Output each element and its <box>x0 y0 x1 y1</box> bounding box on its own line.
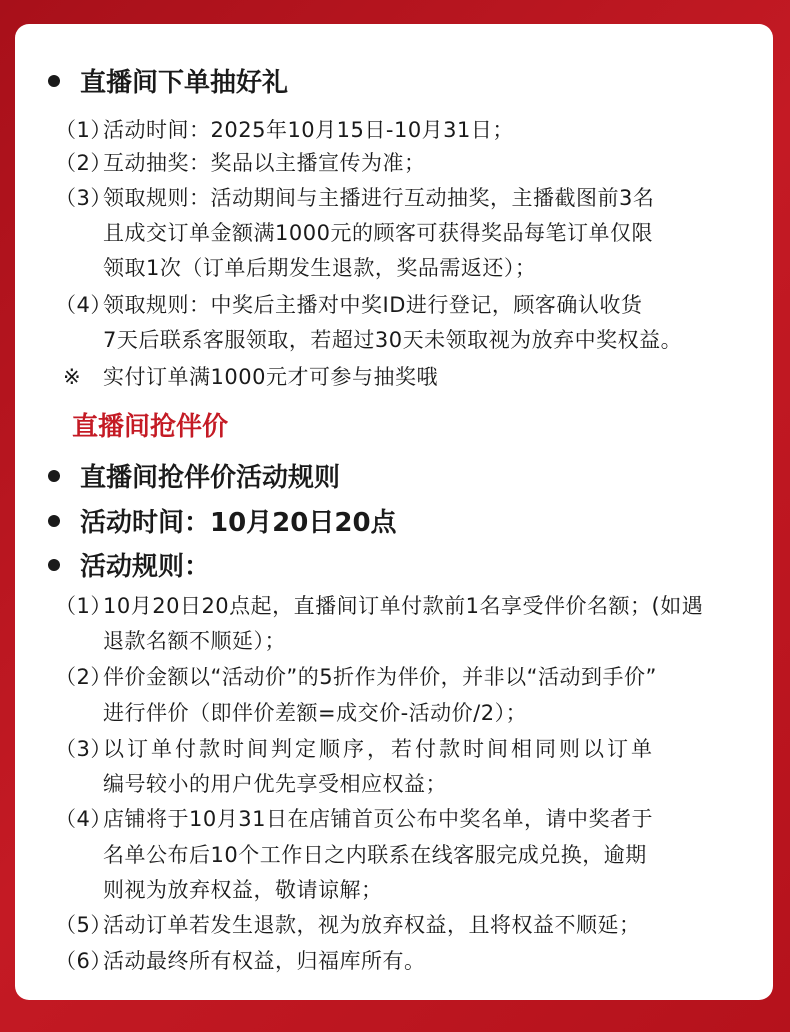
s1-item-4-line2: 7天后联系客服领取，若超过30天未领取视为放弃中奖权益。 <box>103 328 683 352</box>
rules-card <box>15 24 773 1000</box>
s2-item-2-line2: 进行伴价（即伴价差额=成交价-活动价/2）； <box>103 701 528 725</box>
s2-item-1: （1）10月20日20点起，直播间订单付款前1名享受伴价名额；(如遇 <box>55 594 704 618</box>
s2-item-1-line2: 退款名额不顺延）； <box>103 629 286 653</box>
s1-item-4: （4）领取规则：中奖后主播对中奖ID进行登记，顾客确认收货 <box>55 293 643 317</box>
section2-title: 直播间抢伴价 <box>72 412 229 442</box>
s2-item-2: （2）伴价金额以“活动价”的5折作为伴价，并非以“活动到手价” <box>55 665 657 689</box>
s2-bullet-1: 直播间抢伴价活动规则 <box>48 457 340 494</box>
bullet-dot-icon <box>48 559 60 571</box>
s1-note: ※ 实付订单满1000元才可参与抽奖哦 <box>63 365 438 389</box>
bullet-dot-icon <box>48 515 60 527</box>
s2-item-3-line2: 编号较小的用户优先享受相应权益； <box>103 772 447 796</box>
bullet-dot-icon <box>48 470 60 482</box>
s2-item-4-line3: 则视为放弃权益，敬请谅解； <box>103 878 383 902</box>
s1-item-3-line2: 且成交订单金额满1000元的顾客可获得奖品每笔订单仅限 <box>103 221 653 245</box>
section1-heading: 直播间下单抽好礼 <box>48 62 288 99</box>
s1-item-3-line3: 领取1次（订单后期发生退款，奖品需返还）； <box>103 256 537 280</box>
s2-item-3: （3）以订单付款时间判定顺序，若付款时间相同则以订单 <box>55 737 655 761</box>
s2-item-4-line2: 名单公布后10个工作日之内联系在线客服完成兑换，逾期 <box>103 843 647 867</box>
s2-bullet-3: 活动规则： <box>48 546 210 583</box>
s1-item-2: （2）互动抽奖：奖品以主播宣传为准； <box>55 151 426 175</box>
bullet-dot-icon <box>48 75 60 87</box>
s2-item-6: （6）活动最终所有权益，归福库所有。 <box>55 949 426 973</box>
s2-bullet-2: 活动时间：10月20日20点 <box>48 502 397 539</box>
s2-item-5: （5）活动订单若发生退款，视为放弃权益，且将权益不顺延； <box>55 913 641 937</box>
s1-item-1: （1）活动时间：2025年10月15日-10月31日； <box>55 118 514 142</box>
reference-mark-icon: ※ <box>63 365 82 389</box>
s1-item-3: （3）领取规则：活动期间与主播进行互动抽奖，主播截图前3名 <box>55 186 655 210</box>
s2-item-4: （4）店铺将于10月31日在店铺首页公布中奖名单，请中奖者于 <box>55 807 653 831</box>
